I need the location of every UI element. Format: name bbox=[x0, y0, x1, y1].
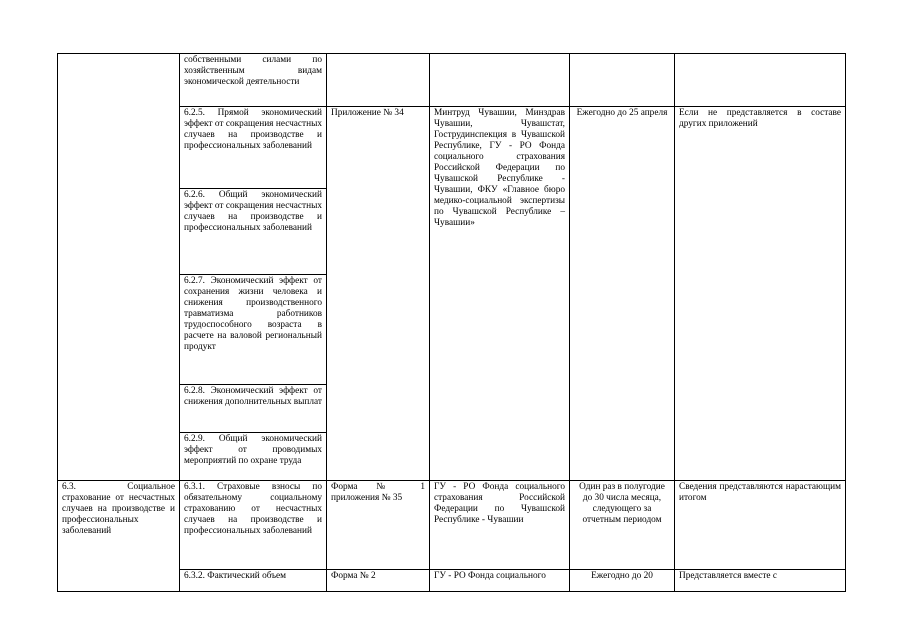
deadline-cell: Ежегодно до 25 апреля bbox=[570, 107, 675, 481]
deadline-cell: Один раз в полугодие до 30 числа месяца, следующего за отчетным периодом bbox=[570, 481, 675, 570]
form-cell: Форма № 1 приложения № 35 bbox=[327, 481, 430, 570]
table-row bbox=[58, 481, 846, 570]
indicator-cell: 6.2.7. Экономический эффект от сохранения жизни человека и снижения производственного травматизма работников трудоспособного возраста в расчете на валовой региональный продукт bbox=[180, 275, 327, 385]
indicator-cell: 6.2.6. Общий экономический эффект от сокращения несчастных случаев на производстве и профессиональных заболеваний bbox=[180, 189, 327, 275]
note-cell: Сведения представляются нарастающим итогом bbox=[675, 481, 846, 570]
note-cell bbox=[675, 54, 846, 107]
table-row bbox=[58, 54, 846, 107]
form-cell: Форма № 2 bbox=[327, 570, 430, 592]
section-cell-6-3: 6.3. Социальное страхование от несчастных случаев на производстве и профессиональных заболеваний bbox=[58, 481, 180, 592]
form-cell: Приложение № 34 bbox=[327, 107, 430, 481]
responsible-cell bbox=[430, 54, 570, 107]
indicator-cell: 6.3.1. Страховые взносы по обязательному социальному страхованию от несчастных случаев на производстве и профессиональных заболеваний bbox=[180, 481, 327, 570]
indicator-cell: 6.2.5. Прямой экономический эффект от сокращения несчастных случаев на производстве и профессиональных заболеваний bbox=[180, 107, 327, 189]
deadline-cell: Ежегодно до 20 bbox=[570, 570, 675, 592]
responsible-cell: ГУ - РО Фонда социального страхования Российской Федерации по Чувашской Республике - Чувашии bbox=[430, 481, 570, 570]
responsible-cell: Минтруд Чувашии, Минздрав Чувашии, Чувашстат, Гострудинспекция в Чувашской Республике, ГУ - РО Фонда социального страхования Российской Федерации по Чувашской Республике - Чувашии, ФКУ «Главное бюро медико-социальной экспертизы по Чувашской Республике – Чувашии» bbox=[430, 107, 570, 481]
document-table bbox=[57, 53, 846, 592]
responsible-cell: ГУ - РО Фонда социального bbox=[430, 570, 570, 592]
indicator-cell: 6.3.2. Фактический объем bbox=[180, 570, 327, 592]
section-cell-6-2 bbox=[58, 54, 180, 481]
note-cell: Представляется вместе с bbox=[675, 570, 846, 592]
indicator-cell: 6.2.8. Экономический эффект от снижения дополнительных выплат bbox=[180, 385, 327, 433]
deadline-cell bbox=[570, 54, 675, 107]
form-cell bbox=[327, 54, 430, 107]
indicator-cell: собственными силами по хозяйственным видам экономической деятельности bbox=[180, 54, 327, 107]
note-cell: Если не представляется в составе других приложений bbox=[675, 107, 846, 481]
indicator-cell: 6.2.9. Общий экономический эффект от проводимых мероприятий по охране труда bbox=[180, 433, 327, 481]
